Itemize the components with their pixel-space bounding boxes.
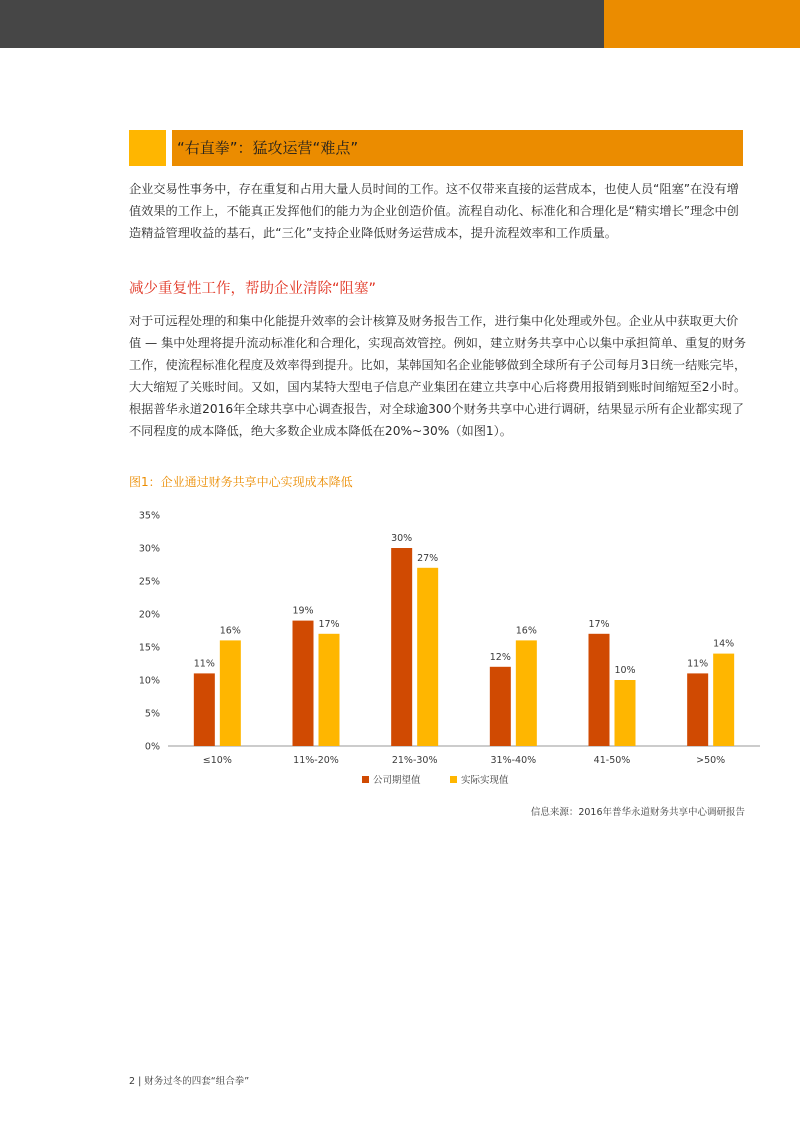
legend-label: 实际实现值 [461, 775, 509, 786]
bar-expected [687, 673, 708, 746]
chart-svg [100, 500, 780, 800]
bar-actual [319, 634, 340, 746]
y-tick-label: 30% [138, 543, 160, 555]
x-tick-label: ≤10% [202, 755, 232, 766]
data-label: 17% [588, 618, 610, 630]
header-bar-dark [0, 0, 604, 48]
data-label: 10% [614, 665, 636, 676]
x-tick-label: 41-50% [593, 755, 631, 766]
bar-expected [194, 673, 215, 746]
bar-expected [490, 667, 511, 746]
y-tick-label: 20% [138, 609, 160, 621]
page-footer: 2 | 财务过冬的四套“组合拳” [129, 1076, 250, 1087]
y-tick-label: 0% [144, 741, 160, 753]
intro-paragraph: 企业交易性事务中，存在重复和占用大量人员时间的工作。这不仅带来直接的运营成本，也使人员“阻塞”在没有增值效果的工作上，不能真正发挥他们的能力为企业创造价值。流程自动化、标准化和合理化是“精实增长”理念中创造精益管理收益的基石，此“三化”支持企业降低财务运营成本，提升流程效率和工作质量。 [129, 182, 739, 240]
bar-expected [589, 634, 610, 746]
data-label: 12% [489, 651, 511, 663]
bar-expected [293, 621, 314, 746]
bar-actual [615, 680, 636, 746]
y-tick-label: 35% [138, 510, 160, 522]
legend-swatch [450, 776, 457, 783]
data-label: 14% [713, 638, 735, 650]
bar-actual [220, 640, 241, 746]
y-tick-label: 25% [138, 576, 160, 588]
data-label: 16% [219, 625, 241, 637]
data-label: 19% [292, 605, 314, 617]
subheading: 减少重复性工作，帮助企业清除“阻塞” [129, 281, 377, 297]
y-tick-label: 5% [144, 708, 160, 720]
header-bar-accent [604, 0, 800, 48]
legend-label: 公司期望值 [373, 775, 421, 786]
bar-actual [516, 640, 537, 746]
data-label: 27% [417, 552, 439, 564]
data-label: 11% [193, 658, 215, 670]
bar-actual [713, 654, 734, 746]
source-note: 信息来源：2016年普华永道财务共享中心调研报告 [530, 807, 745, 818]
x-tick-label: 21%-30% [391, 755, 438, 766]
x-tick-label: 11%-20% [293, 755, 339, 766]
body-paragraph: 对于可远程处理的和集中化能提升效率的会计核算及财务报告工作，进行集中化处理或外包。企业从中获取更大价值 — 集中处理将提升流动标准化和合理化，实现高效管控。例如，建立财务共享中心以集中承担简单、重复的财务工作，使流程标准化程度及效率得到提升。比如，某韩国知名企业能够做到全球所有子公司每月3日统一结账完毕，大大缩短了关账时间。又如，国内某特大型电子信息产业集团在建立共享中心后将费用报销到账时间缩短至2小时。根据普华永道2016年全球共享中心调查报告，对全球逾300个财务共享中心进行调研，结果显示所有企业都实现了不同程度的成本降低，绝大多数企业成本降低在20%~30%（如图1）。 [129, 314, 747, 438]
cost-reduction-chart [100, 500, 780, 800]
y-tick-label: 15% [138, 642, 160, 654]
figure-title: 图1：企业通过财务共享中心实现成本降低 [129, 475, 353, 489]
section-banner-block [129, 130, 166, 166]
data-label: 16% [515, 625, 537, 637]
y-tick-label: 10% [138, 675, 160, 687]
legend-swatch [362, 776, 369, 783]
x-tick-label: 31%-40% [490, 755, 537, 766]
bar-expected [391, 548, 412, 746]
x-tick-label: >50% [696, 755, 726, 766]
data-label: 30% [391, 533, 413, 544]
bar-actual [417, 568, 438, 746]
section-title: “右直拳”：猛攻运营“难点” [177, 139, 359, 157]
data-label: 17% [318, 618, 340, 630]
section-banner [129, 130, 743, 166]
data-label: 11% [687, 658, 709, 670]
